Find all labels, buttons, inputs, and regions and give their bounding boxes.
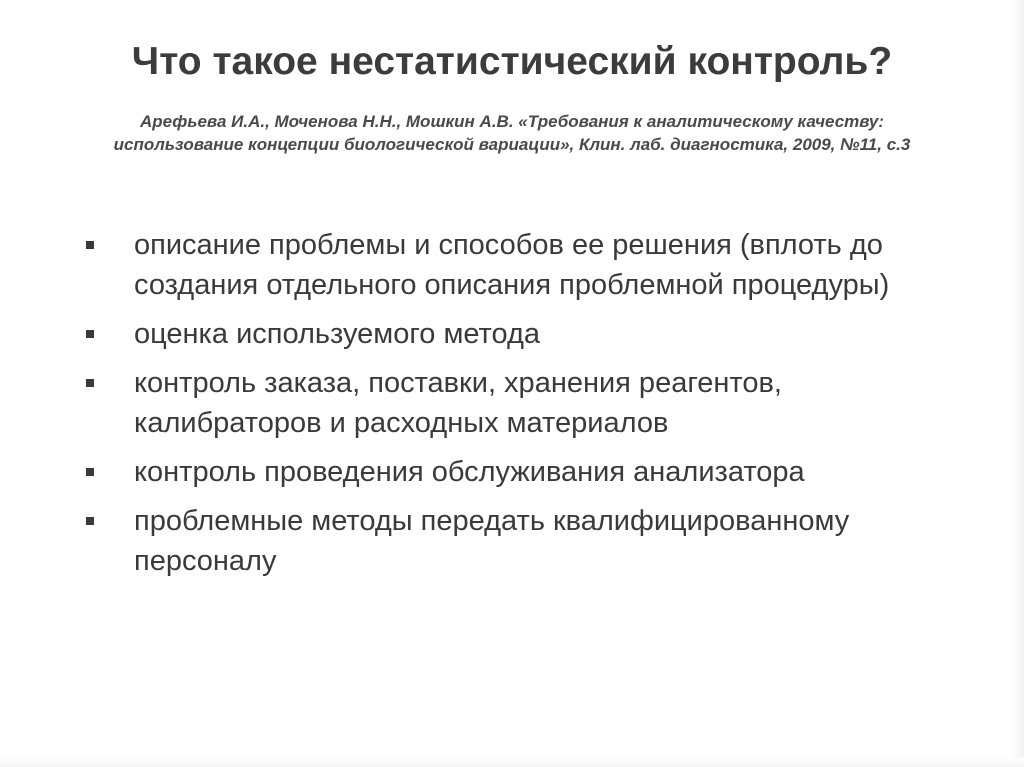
bullet-line: персоналу xyxy=(134,545,277,577)
square-bullet-icon xyxy=(86,379,94,387)
bullet-list xyxy=(80,225,980,590)
square-bullet-icon xyxy=(86,468,94,476)
bullet-text xyxy=(134,225,980,305)
slide-title: Что такое нестатистический контроль? xyxy=(131,40,893,83)
bullet-text xyxy=(134,363,980,443)
bullet-line: создания отдельного описания проблемной процедуры) xyxy=(134,269,890,301)
bullet-line: контроль проведения обслуживания анализатора xyxy=(134,456,805,488)
citation-line: использование концепции биологической вариации», Клин. лаб. диагностика, 2009, №11, с.3 xyxy=(113,135,911,154)
bullet-item xyxy=(80,363,980,443)
citation-line: Арефьева И.А., Моченова Н.Н., Мошкин А.В. «Требования к аналитическому качеству: xyxy=(139,112,885,131)
citation xyxy=(40,110,984,156)
bullet-item xyxy=(80,501,980,581)
square-bullet-icon xyxy=(86,517,94,525)
bullet-line: контроль заказа, поставки, хранения реагентов, xyxy=(134,367,782,399)
slide-edge-shadow xyxy=(1010,0,1024,767)
square-bullet-icon xyxy=(86,330,94,338)
bullet-line: описание проблемы и способов ее решения (вплоть до xyxy=(134,229,883,261)
bullet-item xyxy=(80,225,980,305)
bullet-line: оценка используемого метода xyxy=(134,318,541,350)
slide-edge-shadow xyxy=(0,757,1024,767)
bullet-line: калибраторов и расходных материалов xyxy=(134,407,669,439)
bullet-text xyxy=(134,501,980,581)
square-bullet-icon xyxy=(86,241,94,249)
bullet-text xyxy=(134,452,980,492)
bullet-line: проблемные методы передать квалифицированному xyxy=(134,505,850,537)
bullet-item xyxy=(80,314,980,354)
bullet-text xyxy=(134,314,980,354)
bullet-item xyxy=(80,452,980,492)
